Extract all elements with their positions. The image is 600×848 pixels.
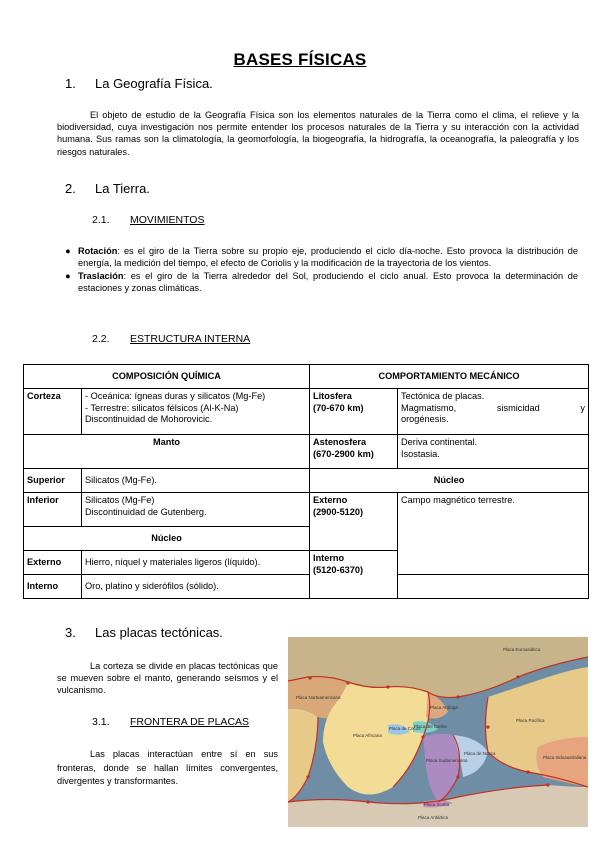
subsection-2-1-heading bbox=[92, 214, 204, 226]
cell-line: Externo bbox=[313, 495, 348, 505]
label-north-american: Placa Norteamericana bbox=[296, 695, 341, 700]
volcano-marker bbox=[421, 735, 424, 738]
cell-word: Magmatismo, bbox=[401, 402, 457, 413]
subsection-2-2-number: 2.2. bbox=[92, 333, 110, 345]
cell-line: (2900-5120) bbox=[313, 506, 364, 517]
cell-externo-comp-desc: Hierro, níquel y materiales ligeros (líquido). bbox=[82, 551, 310, 575]
list-item bbox=[65, 270, 578, 295]
header-composition: COMPOSICIÓN QUÍMICA bbox=[24, 365, 310, 389]
movements-list bbox=[65, 245, 578, 295]
label-african: Placa Africana bbox=[353, 733, 382, 738]
subsection-3-1-title: FRONTERA DE PLACAS bbox=[130, 716, 250, 728]
cell-inferior-desc bbox=[82, 493, 310, 527]
cell-line: Tectónica de placas. bbox=[401, 391, 485, 401]
cell-line: Astenosfera bbox=[313, 437, 367, 447]
tectonic-map-svg bbox=[288, 637, 588, 827]
section-3-number: 3. bbox=[65, 625, 76, 640]
table-row bbox=[24, 389, 589, 435]
section-1-number: 1. bbox=[65, 76, 76, 91]
subsection-2-2-heading bbox=[92, 333, 250, 345]
subsection-2-2-title: ESTRUCTURA INTERNA bbox=[130, 333, 251, 345]
volcano-marker bbox=[526, 770, 529, 773]
cell-empty bbox=[398, 575, 589, 599]
label-cocos: Placa de Cocos bbox=[389, 726, 421, 731]
label-pacific: Placa Pacífica bbox=[516, 718, 545, 723]
cell-line: - Terrestre: silicatos félsicos (Al-K-Na) bbox=[85, 402, 239, 413]
section-1-body: El objeto de estudio de la Geografía Física son los elementos naturales de la Tierra como el clima, el relieve y la biodiversidad, cuya investigación nos permite entender los procesos naturales de la Tierra y su interacción con la actividad humana. Sus ramas son la climatología, la geomorfología, la biogeografía, la hidrografía, la oceanografía, la paleografía y los riesgos naturales. bbox=[57, 110, 579, 157]
section-2-number: 2. bbox=[65, 181, 76, 196]
label-scotia: Placa Scotia bbox=[424, 802, 450, 807]
cell-interno-mech bbox=[310, 551, 398, 599]
label-caribbean: Placa del Caribe bbox=[414, 724, 448, 729]
volcano-marker bbox=[456, 775, 459, 778]
cell-line: (670-2900 km) bbox=[313, 448, 374, 459]
label-arabian: Placa Arábiga bbox=[430, 705, 458, 710]
volcano-marker bbox=[486, 725, 489, 728]
volcano-marker bbox=[306, 775, 309, 778]
label-antarctic: Placa Antártica bbox=[418, 815, 449, 820]
subsection-3-1-heading bbox=[92, 716, 249, 728]
cell-litosfera bbox=[310, 389, 398, 435]
cell-line: (70-670 km) bbox=[313, 402, 364, 413]
cell-line: Interno bbox=[313, 553, 345, 563]
label-indo-australian: Placa Indoaustraliana bbox=[543, 755, 587, 760]
cell-line: orogénesis. bbox=[401, 414, 449, 424]
cell-line: (5120-6370) bbox=[313, 564, 364, 575]
cell-word: y bbox=[580, 402, 586, 413]
subsection-3-1-body: Las placas interactúan entre sí en sus fronteras, donde se hallan límites convergentes, divergentes y transformantes. bbox=[57, 749, 278, 786]
bullet-icon: ● bbox=[65, 270, 71, 281]
volcano-marker bbox=[366, 800, 369, 803]
tectonic-plates-map bbox=[288, 637, 588, 827]
cell-line: - Oceánica: ígneas duras y silicatos (Mg-Fe) bbox=[85, 391, 266, 401]
table-row bbox=[24, 435, 589, 469]
cell-word: sismicidad bbox=[496, 402, 540, 413]
volcano-marker bbox=[546, 783, 549, 786]
volcano-marker bbox=[516, 675, 519, 678]
bullet-icon: ● bbox=[65, 246, 71, 256]
header-mechanical: COMPORTAMIENTO MECÁNICO bbox=[310, 365, 589, 389]
label-eurasian: Placa Euroasiática bbox=[503, 647, 541, 652]
page-title: BASES FÍSICAS bbox=[233, 50, 367, 69]
section-2-title: La Tierra. bbox=[95, 181, 150, 196]
cell-line: Discontinuidad de Gutenberg. bbox=[85, 506, 207, 517]
subsection-3-1-number: 3.1. bbox=[92, 716, 110, 728]
cell-litosfera-desc bbox=[398, 389, 589, 435]
section-1-heading bbox=[65, 76, 213, 91]
section-3-heading bbox=[65, 625, 223, 640]
volcano-marker bbox=[308, 676, 311, 679]
section-3-body: La corteza se divide en placas tectónicas que se mueven sobre el manto, generando seísmos y el vulcanismo. bbox=[57, 661, 278, 696]
table-row bbox=[24, 493, 589, 527]
list-item-text: : es el giro de la Tierra alrededor del Sol, produciendo el ciclo anual. Esto provoca la determinación de estaciones y zonas climáticas. bbox=[78, 270, 578, 294]
volcano-marker bbox=[456, 695, 459, 698]
cell-line: Deriva continental. bbox=[401, 437, 478, 447]
cell-interno-comp: Interno bbox=[24, 575, 82, 599]
cell-superior: Superior bbox=[24, 469, 82, 493]
list-item-term: Rotación bbox=[78, 246, 118, 256]
cell-line: Isostasia. bbox=[401, 448, 440, 459]
cell-inferior: Inferior bbox=[24, 493, 82, 527]
cell-externo-comp: Externo bbox=[24, 551, 82, 575]
list-item-term: Traslación bbox=[78, 270, 124, 281]
cell-nucleo-mech: Núcleo bbox=[310, 469, 589, 493]
cell-line: Silicatos (Mg-Fe) bbox=[85, 495, 155, 505]
section-2-heading bbox=[65, 181, 150, 196]
structure-table bbox=[23, 364, 589, 599]
cell-manto: Manto bbox=[24, 435, 310, 469]
cell-astenosfera-desc bbox=[398, 435, 589, 469]
table-row bbox=[24, 469, 589, 493]
list-item-text: : es el giro de la Tierra sobre su propio eje, produciendo el ciclo día-noche. Esto provoca la distribución de energía, la medición del tiempo, el efecto de Coriolis y la modificación de la trayectoria de los vientos. bbox=[78, 246, 578, 269]
cell-corteza: Corteza bbox=[24, 389, 82, 435]
cell-nucleo-comp: Núcleo bbox=[24, 527, 310, 551]
cell-interno-comp-desc: Oro, platino y siderófilos (sólido). bbox=[82, 575, 310, 599]
cell-externo-mech-desc: Campo magnético terrestre. bbox=[398, 493, 589, 575]
list-item bbox=[65, 245, 578, 270]
subsection-2-1-title: MOVIMIENTOS bbox=[130, 214, 205, 226]
section-1-title: La Geografía Física. bbox=[95, 76, 213, 91]
table-row bbox=[24, 575, 589, 599]
cell-line: Discontinuidad de Mohorovicic. bbox=[85, 414, 213, 424]
cell-superior-desc: Silicatos (Mg-Fe). bbox=[82, 469, 310, 493]
cell-astenosfera bbox=[310, 435, 398, 469]
volcano-marker bbox=[346, 681, 349, 684]
volcano-marker bbox=[386, 685, 389, 688]
label-nazca: Placa de Nazca bbox=[464, 751, 496, 756]
cell-externo-mech bbox=[310, 493, 398, 551]
cell-corteza-desc bbox=[82, 389, 310, 435]
table-row bbox=[24, 365, 589, 389]
cell-line bbox=[401, 403, 585, 415]
cell-line: Litosfera bbox=[313, 391, 352, 401]
subsection-2-1-number: 2.1. bbox=[92, 214, 110, 226]
label-south-american: Placa Sudamericana bbox=[426, 758, 468, 763]
section-3-title: Las placas tectónicas. bbox=[95, 625, 223, 640]
